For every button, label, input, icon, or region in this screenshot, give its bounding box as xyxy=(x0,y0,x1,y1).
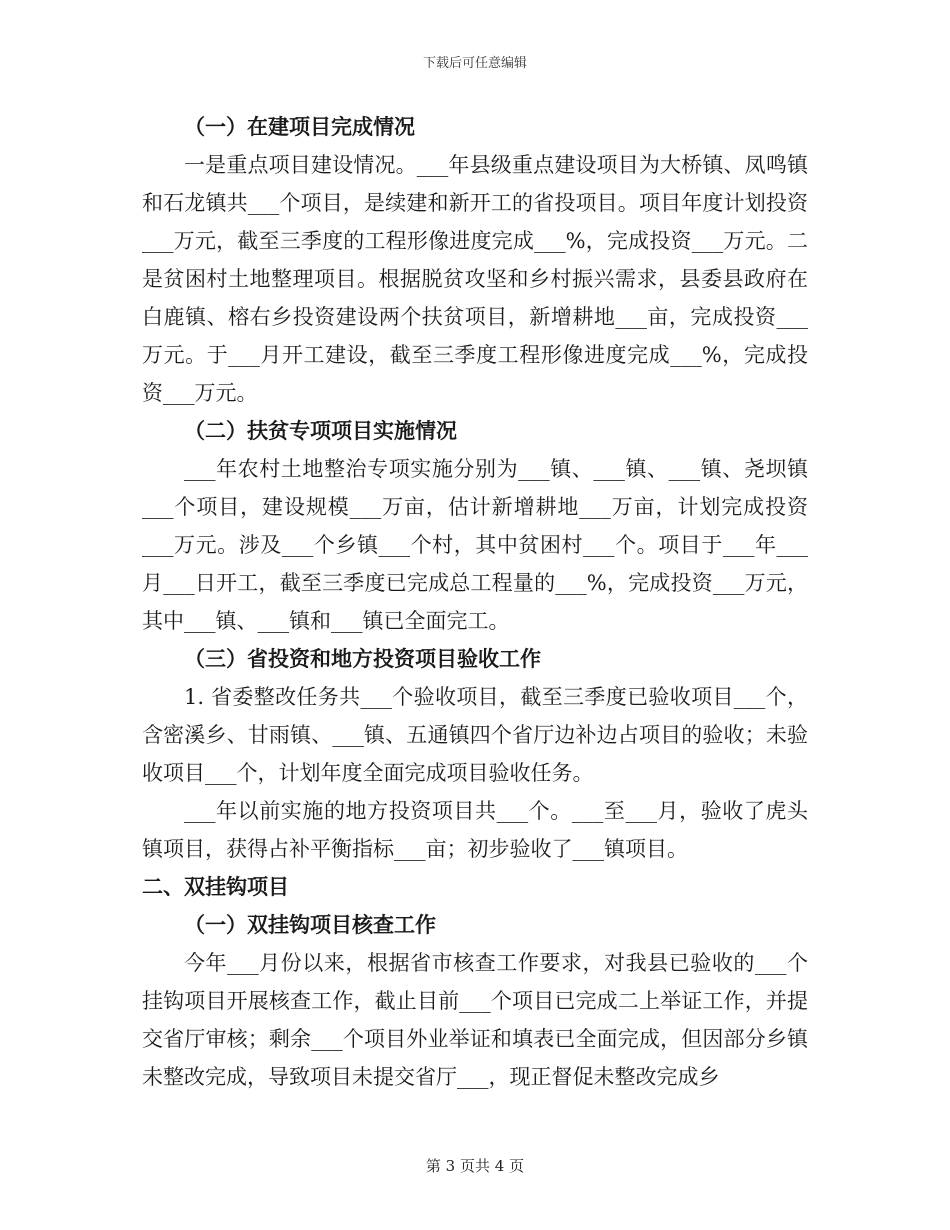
paragraph-5: 今年___月份以来，根据省市核查工作要求，对我县已验收的___个挂钩项目开展核查工作，截止目前___个项目已完成二上举证工作，并提交省厅审核；剩余___个项目外业举证和填表已全面完成，但因部分乡镇未整改完成，导致项目未提交省厅___，现正督促未整改完成乡 xyxy=(142,951,808,1089)
chapter-heading: 二、双挂钩项目 xyxy=(142,874,289,899)
paragraph-1: 一是重点项目建设情况。___年县级重点建设项目为大桥镇、凤鸣镇和石龙镇共___个项目，是续建和新开工的省投项目。项目年度计划投资___万元，截至三季度的工程形像进度完成___%，完成投资___万元。二是贫困村土地整理项目。根据脱贫攻坚和乡村振兴需求，县委县政府在白鹿镇、榕右乡投资建设两个扶贫项目，新增耕地___亩，完成投资___万元。于___月开工建设，截至三季度工程形像进度完成___%，完成投资___万元。 xyxy=(142,153,808,405)
section-heading-3: （三）省投资和地方投资项目验收工作 xyxy=(184,646,541,671)
section-heading-2: （二）扶贫专项项目实施情况 xyxy=(184,418,457,443)
paragraph-4: ___年以前实施的地方投资项目共___个。___至___月，验收了虎头镇项目，获得占补平衡指标___亩；初步验收了___镇项目。 xyxy=(142,799,808,861)
paragraph-3: 1. 省委整改任务共___个验收项目，截至三季度已验收项目___个，含密溪乡、甘雨镇、___镇、五通镇四个省厅边补边占项目的验收；未验收项目___个，计划年度全面完成项目验收任务。 xyxy=(142,685,808,785)
section-heading-1: （一）在建项目完成情况 xyxy=(184,114,415,139)
section-heading-5: （一）双挂钩项目核查工作 xyxy=(184,912,436,937)
document-body xyxy=(142,108,808,1096)
page-footer: 第 3 页共 4 页 xyxy=(425,1157,525,1175)
page-header: 下载后可任意编辑 xyxy=(422,56,527,71)
paragraph-2: ___年农村土地整治专项实施分别为___镇、___镇、___镇、尧坝镇___个项目，建设规模___万亩，估计新增耕地___万亩，计划完成投资___万元。涉及___个乡镇___个村，其中贫困村___个。项目于___年___月___日开工，截至三季度已完成总工程量的___%，完成投资___万元，其中___镇、___镇和___镇已全面完工。 xyxy=(142,457,808,633)
